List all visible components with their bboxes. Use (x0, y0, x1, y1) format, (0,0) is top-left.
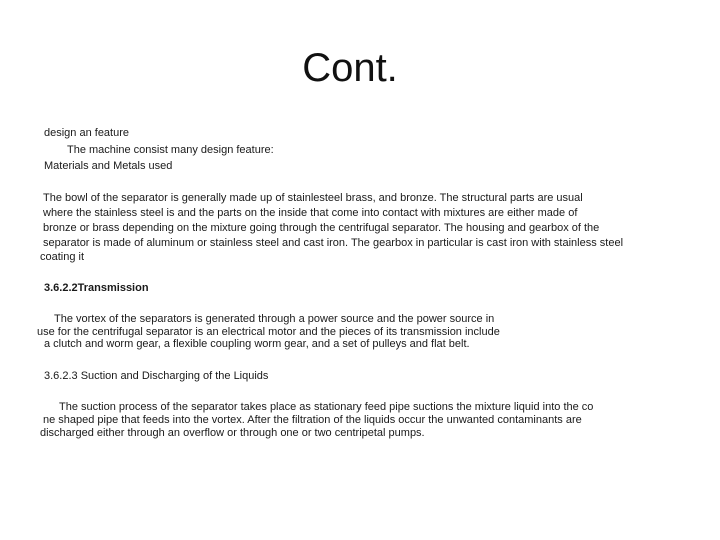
suction-line: ne shaped pipe that feeds into the vortex. After the filtration of the liquids occur the unwanted contaminants are (43, 414, 582, 426)
design-feature-heading: design an feature (44, 127, 130, 139)
transmission-line: The vortex of the separators is generated through a power source and the power source in (54, 313, 495, 325)
materials-line: separator is made of aluminum or stainless steel and cast iron. The gearbox in particular is cast iron with stainless steel (43, 237, 624, 249)
transmission-line: use for the centrifugal separator is an electrical motor and the pieces of its transmission include (37, 326, 500, 338)
transmission-line: a clutch and worm gear, a flexible coupling worm gear, and a set of pulleys and flat belt. (44, 338, 470, 350)
slide-title: Cont. (302, 46, 398, 90)
materials-line: coating it (40, 251, 85, 263)
materials-subheading: Materials and Metals used (44, 160, 173, 172)
materials-line: The bowl of the separator is generally made up of stainlesteel brass, and bronze. The structural parts are usual (43, 192, 583, 204)
transmission-heading: 3.6.2.2Transmission (44, 282, 149, 294)
suction-line: The suction process of the separator takes place as stationary feed pipe suctions the mixture liquid into the co (59, 401, 594, 413)
materials-line: bronze or brass depending on the mixture going through the centrifugal separator. The housing and gearbox of the (43, 222, 600, 234)
suction-heading: 3.6.2.3 Suction and Discharging of the Liquids (44, 370, 269, 382)
suction-line: discharged either through an overflow or through one or two centripetal pumps. (40, 427, 425, 439)
materials-line: where the stainless steel is and the parts on the inside that come into contact with mixtures are either made of (43, 207, 578, 219)
design-feature-line: The machine consist many design feature: (67, 144, 274, 156)
